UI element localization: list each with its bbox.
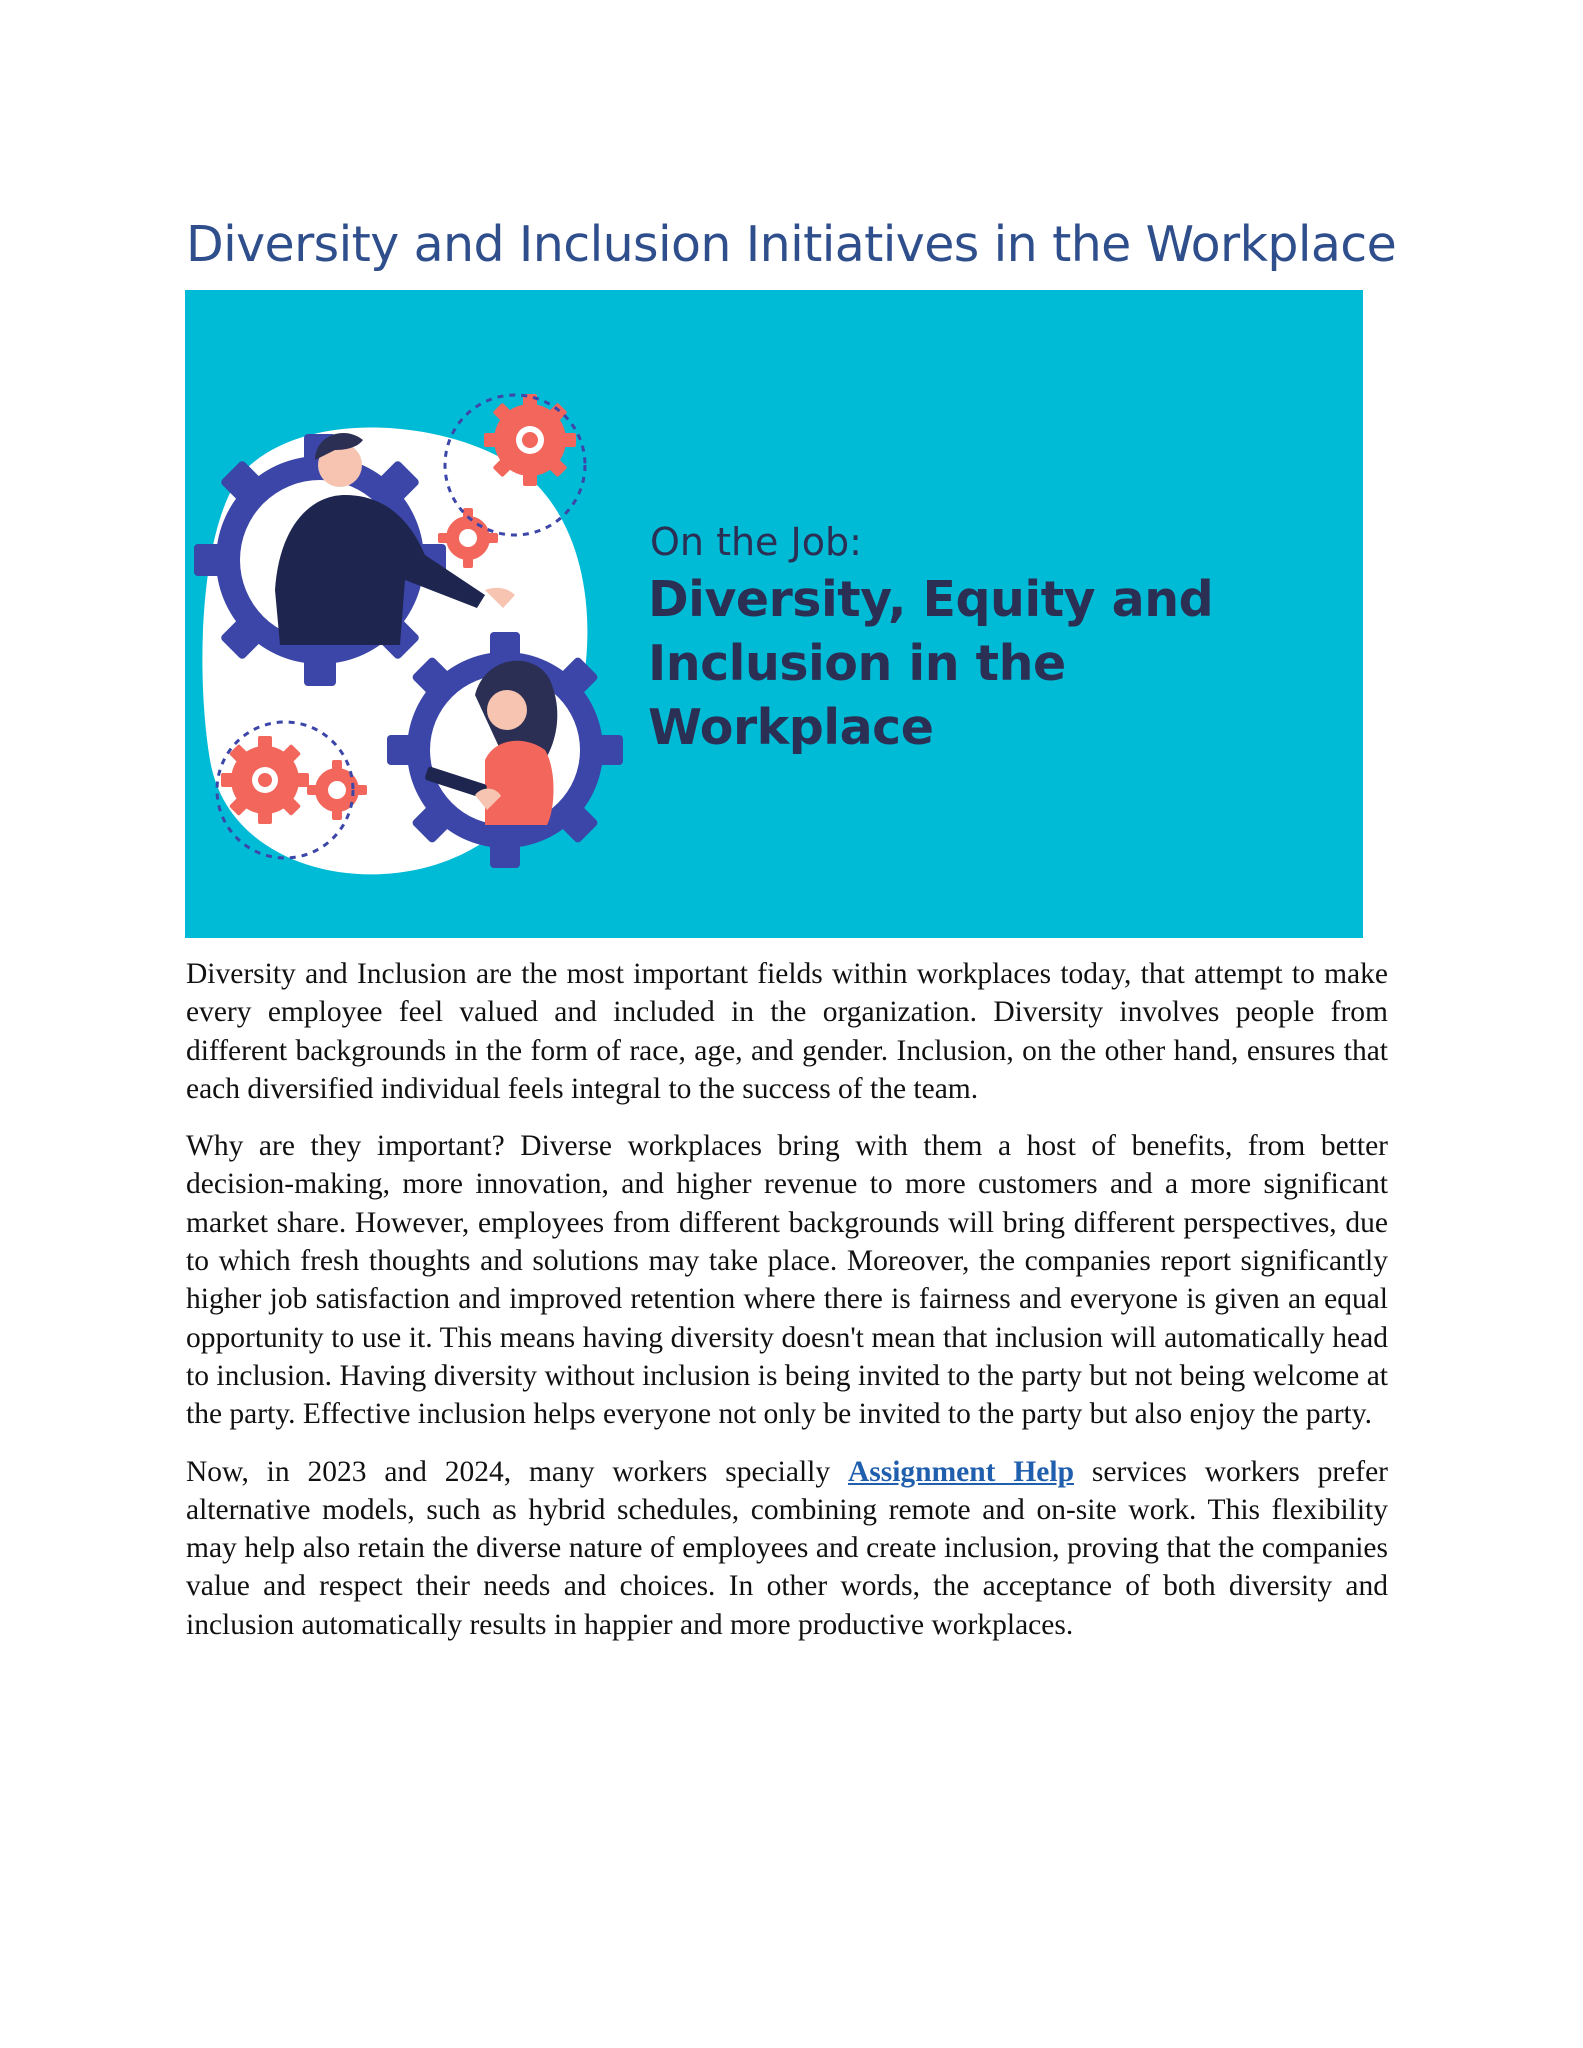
page-title: Diversity and Inclusion Initiatives in the Workplace (186, 216, 1397, 273)
paragraph: Diversity and Inclusion are the most important fields within workplaces today, that attempt to make every employee feel valued and included in the organization. Diversity involves people from different backgrounds in the form of race, age, and gender. Inclusion, on the other hand, ensures that each diversified individual feels integral to the success of the team. (186, 958, 1388, 1105)
diversity-illustration (185, 290, 645, 938)
red-gear-bottom-icon (221, 736, 309, 824)
paragraph-text: services workers prefer alternative models, such as hybrid schedules, combining remote and on-site work. This flexibility may help also retain the diverse nature of employees and create inclusion, proving that the companies value and respect their needs and choices. In other words, the acceptance of both diversity and inclusion automatically results in happier and more productive workplaces. (186, 1455, 1388, 1641)
banner-kicker: On the Job: (650, 520, 862, 564)
red-gear-icon (484, 394, 576, 486)
banner-headline: Diversity, Equity and Inclusion in the Workplace (648, 571, 1214, 756)
paragraph-text: Now, in 2023 and 2024, many workers specially (186, 1455, 848, 1488)
assignment-help-link[interactable]: Assignment Help (847, 1455, 1074, 1488)
paragraph (186, 1453, 1388, 1644)
banner-image (185, 290, 1363, 938)
article-body (186, 955, 1388, 1663)
paragraph: Why are they important? Diverse workplaces bring with them a host of benefits, from better decision-making, more innovation, and higher revenue to more customers and a more significant market share. However, employees from different backgrounds will bring different perspectives, due to which fresh thoughts and solutions may take place. Moreover, the companies report significantly higher job satisfaction and improved retention where there is fairness and everyone is given an equal opportunity to use it. This means having diversity doesn't mean that inclusion will automatically head to inclusion. Having diversity without inclusion is being invited to the party but not being welcome at the party. Effective inclusion helps everyone not only be invited to the party but also enjoy the party. (186, 1130, 1388, 1431)
